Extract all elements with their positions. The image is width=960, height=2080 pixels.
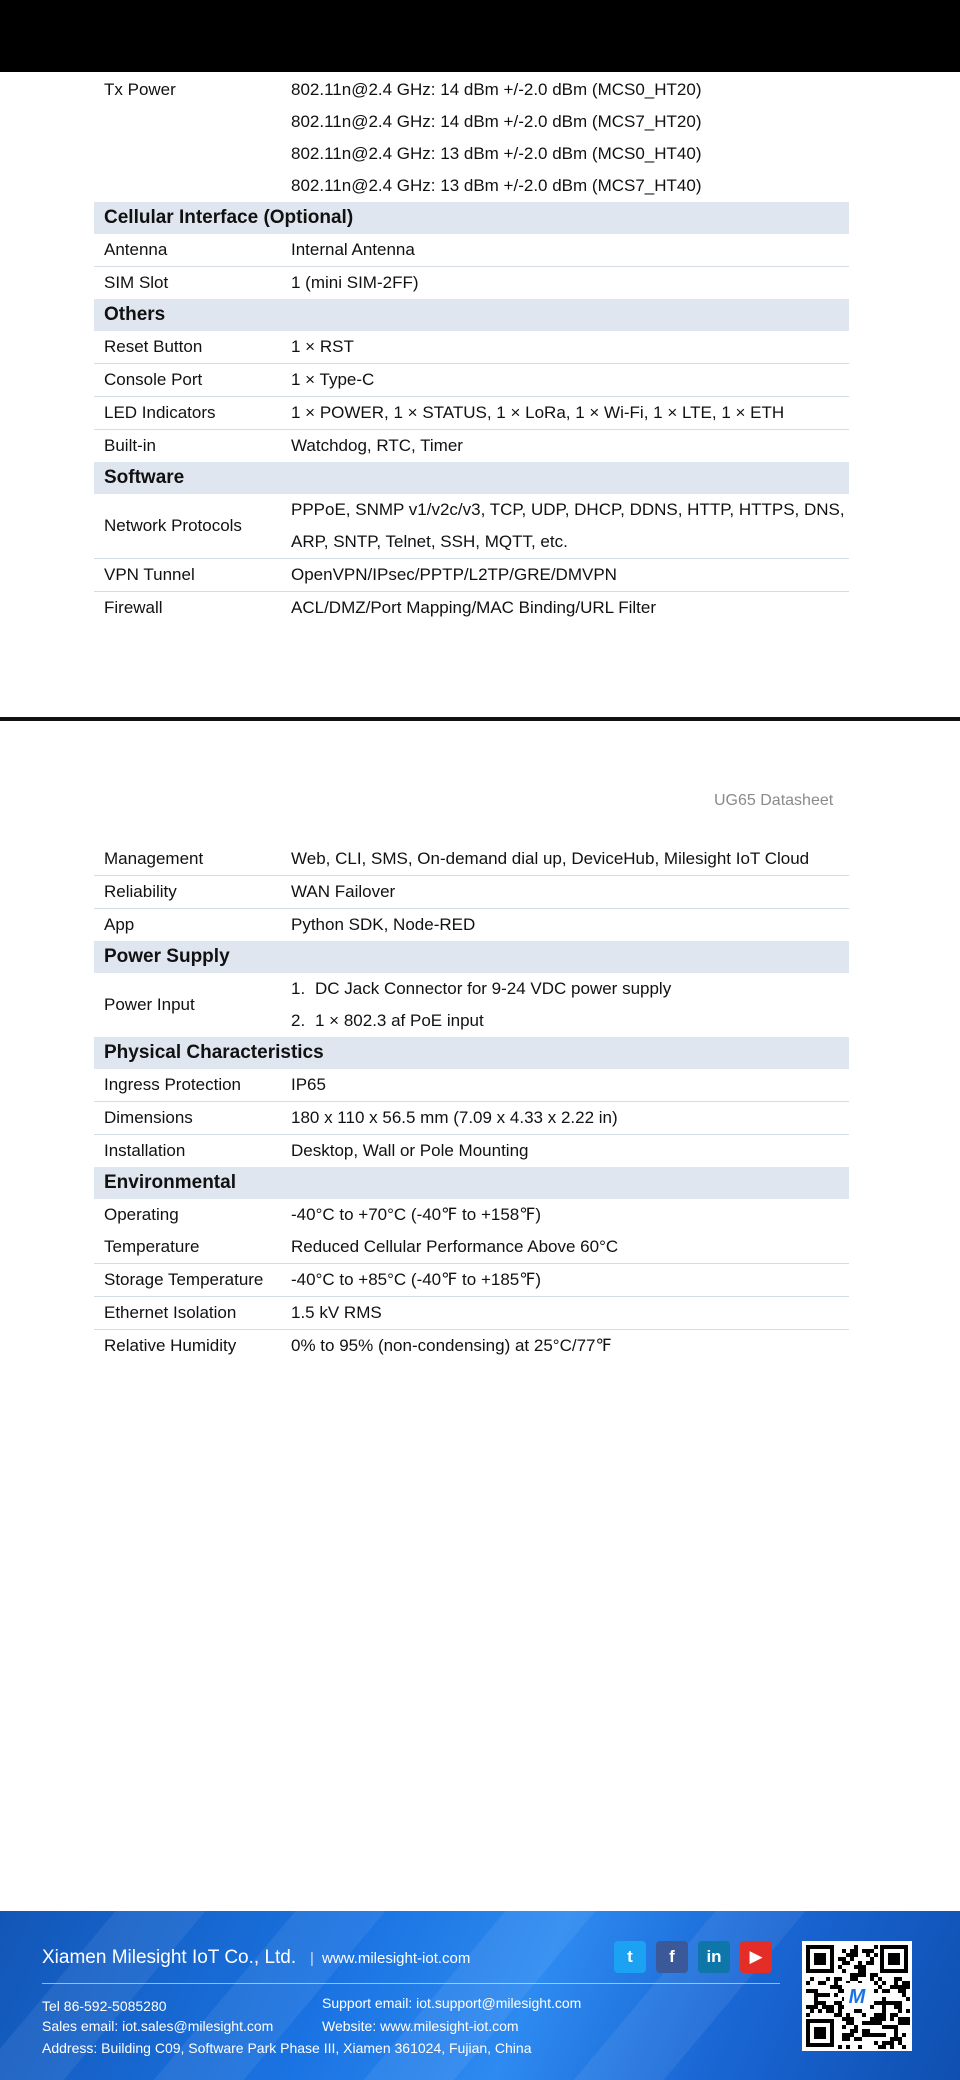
spec-row [94, 1102, 849, 1135]
spec-value [281, 843, 849, 876]
spec-key: Antenna [94, 234, 281, 267]
spec-row [94, 1135, 849, 1168]
spec-key: Dimensions [94, 1102, 281, 1135]
twitter-icon[interactable]: t [614, 1941, 646, 1973]
value-line: Desktop, Wall or Pole Mounting [291, 1141, 529, 1160]
value-line: Internal Antenna [291, 240, 415, 259]
section-title: Software [94, 462, 849, 494]
spec-table-page1 [94, 74, 849, 624]
section-title: Power Supply [94, 941, 849, 973]
value-line [291, 973, 849, 1005]
spec-value [281, 592, 849, 625]
value-line: 802.11n@2.4 GHz: 14 dBm +/-2.0 dBm (MCS0_HT20) [291, 80, 702, 99]
spec-value [281, 1135, 849, 1168]
spec-key: Tx Power [104, 80, 176, 99]
spec-row [94, 1297, 849, 1330]
website-link[interactable]: www.milesight-iot.com [322, 1950, 471, 1967]
section-header [94, 941, 849, 973]
page-divider [0, 717, 960, 721]
spec-row [94, 1199, 849, 1231]
spec-row [94, 843, 849, 876]
spec-row [94, 1330, 849, 1363]
spec-row [94, 397, 849, 430]
spec-row [94, 1069, 849, 1102]
spec-key: Power Input [104, 995, 195, 1014]
spec-row [94, 430, 849, 463]
spec-value [281, 559, 849, 592]
spec-value [281, 331, 849, 364]
section-title: Physical Characteristics [94, 1037, 849, 1069]
spec-value [281, 876, 849, 909]
spec-row [94, 973, 849, 1037]
list-number: 1. [291, 979, 306, 998]
spec-value [281, 364, 849, 397]
spec-key: Temperature [94, 1231, 281, 1264]
spec-row [94, 592, 849, 625]
spec-key: Management [94, 843, 281, 876]
spec-key: Storage Temperature [94, 1264, 281, 1297]
spec-row [94, 559, 849, 592]
spec-key: VPN Tunnel [94, 559, 281, 592]
spec-value [281, 267, 849, 300]
footer-divider [42, 1983, 780, 1984]
spec-value [281, 106, 849, 138]
spec-table-page2 [94, 843, 849, 1362]
spec-row [94, 1231, 849, 1264]
spec-value [281, 1264, 849, 1297]
linkedin-icon[interactable]: in [698, 1941, 730, 1973]
value-line: Python SDK, Node-RED [291, 915, 476, 934]
value-line: 1 × POWER, 1 × STATUS, 1 × LoRa, 1 × Wi-Fi, 1 × LTE, 1 × ETH [291, 403, 785, 422]
footer-separator: | [310, 1950, 314, 1967]
spec-value [281, 1231, 849, 1264]
spec-key: Built-in [104, 436, 156, 455]
value-line: 802.11n@2.4 GHz: 13 dBm +/-2.0 dBm (MCS7_HT40) [291, 176, 702, 195]
value-line: 180 x 110 x 56.5 mm (7.09 x 4.33 x 2.22 in) [291, 1108, 618, 1127]
value-line: IP65 [291, 1075, 326, 1094]
spec-value [281, 234, 849, 267]
value-line: OpenVPN/IPsec/PPTP/L2TP/GRE/DMVPN [291, 565, 617, 584]
spec-row [94, 1264, 849, 1297]
spec-key: Console Port [94, 364, 281, 397]
spec-row [94, 876, 849, 909]
spec-row [94, 267, 849, 300]
spec-value [281, 138, 849, 170]
spec-value [281, 1069, 849, 1102]
section-header [94, 462, 849, 494]
spec-value [281, 397, 849, 430]
top-black-bar [0, 0, 960, 72]
list-text: 1 × 802.3 af PoE input [315, 1011, 484, 1030]
value-line [291, 1005, 849, 1037]
spec-key: Installation [104, 1141, 186, 1160]
spec-row [94, 138, 849, 170]
value-line: PPPoE, SNMP v1/v2c/v3, TCP, UDP, DHCP, DDNS, HTTP, HTTPS, DNS, [291, 500, 845, 519]
value-line: 802.11n@2.4 GHz: 13 dBm +/-2.0 dBm (MCS0_HT40) [291, 144, 702, 163]
list-number: 2. [291, 1011, 306, 1030]
tel-text: Tel 86-592-5085280 [42, 1998, 167, 2014]
spec-row [94, 106, 849, 138]
spec-row [94, 331, 849, 364]
value-line: 1.5 kV RMS [291, 1303, 382, 1322]
spec-key: Relative Humidity [104, 1336, 237, 1355]
qr-logo: M [848, 1986, 866, 2008]
value-line: Web, CLI, SMS, On-demand dial up, DeviceHub, Milesight IoT Cloud [291, 849, 810, 868]
value-line: 1 × Type-C [291, 370, 375, 389]
company-name: Xiamen Milesight IoT Co., Ltd. [42, 1947, 297, 1968]
section-header [94, 202, 849, 234]
section-header [94, 299, 849, 331]
spec-row [94, 909, 849, 942]
spec-value [281, 1297, 849, 1330]
spec-value [281, 909, 849, 942]
spec-key: Firewall [104, 598, 163, 617]
spec-key [94, 170, 281, 202]
spec-value [281, 494, 849, 559]
value-line: 1 (mini SIM-2FF) [291, 273, 419, 292]
spec-key [94, 106, 281, 138]
section-title: Others [94, 299, 849, 331]
value-line: Watchdog, RTC, Timer [291, 436, 463, 455]
section-title: Environmental [94, 1167, 849, 1199]
spec-value [281, 973, 849, 1037]
spec-row [94, 74, 849, 106]
section-title: Cellular Interface (Optional) [94, 202, 849, 234]
document-header: UG65 Datasheet [714, 792, 834, 809]
spec-key: Ethernet Isolation [94, 1297, 281, 1330]
section-header [94, 1167, 849, 1199]
address-text: Address: Building C09, Software Park Phase III, Xiamen 361024, Fujian, China [42, 2040, 532, 2056]
spec-row [94, 170, 849, 202]
value-line: ACL/DMZ/Port Mapping/MAC Binding/URL Filter [291, 598, 656, 617]
spec-value [281, 1199, 849, 1231]
qr-code-icon[interactable] [802, 1941, 912, 2051]
section-header [94, 1037, 849, 1069]
spec-key: LED Indicators [94, 397, 281, 430]
youtube-icon[interactable]: ▶ [740, 1941, 772, 1973]
sales-email[interactable]: Sales email: iot.sales@milesight.com [42, 2018, 274, 2034]
spec-key: Network Protocols [94, 494, 281, 559]
list-text: DC Jack Connector for 9-24 VDC power supply [315, 979, 672, 998]
facebook-icon[interactable]: f [656, 1941, 688, 1973]
value-line: 1 × RST [291, 337, 354, 356]
spec-value [281, 1330, 849, 1363]
spec-key: Reliability [94, 876, 281, 909]
spec-value [281, 74, 849, 106]
value-line: WAN Failover [291, 882, 396, 901]
value-line: ARP, SNTP, Telnet, SSH, MQTT, etc. [291, 532, 568, 551]
spec-row [94, 364, 849, 397]
value-line: -40°C to +70°C (-40℉ to +158℉) [291, 1205, 542, 1224]
support-email[interactable]: Support email: iot.support@milesight.com [322, 1995, 582, 2011]
spec-value [281, 170, 849, 202]
spec-key: Ingress Protection [94, 1069, 281, 1102]
value-line: 0% to 95% (non-condensing) at 25°C/77℉ [291, 1336, 612, 1355]
value-line: Reduced Cellular Performance Above 60°C [291, 1237, 619, 1256]
spec-value [281, 430, 849, 463]
spec-value [281, 1102, 849, 1135]
spec-key: SIM Slot [104, 273, 169, 292]
spec-key: Reset Button [94, 331, 281, 364]
spec-row [94, 234, 849, 267]
spec-row [94, 494, 849, 559]
value-line: -40°C to +85°C (-40℉ to +185℉) [291, 1270, 542, 1289]
value-line: 802.11n@2.4 GHz: 14 dBm +/-2.0 dBm (MCS7_HT20) [291, 112, 702, 131]
website-line[interactable]: Website: www.milesight-iot.com [322, 2018, 519, 2034]
spec-key [94, 138, 281, 170]
spec-key: App [104, 915, 135, 934]
spec-key: Operating [104, 1205, 179, 1224]
